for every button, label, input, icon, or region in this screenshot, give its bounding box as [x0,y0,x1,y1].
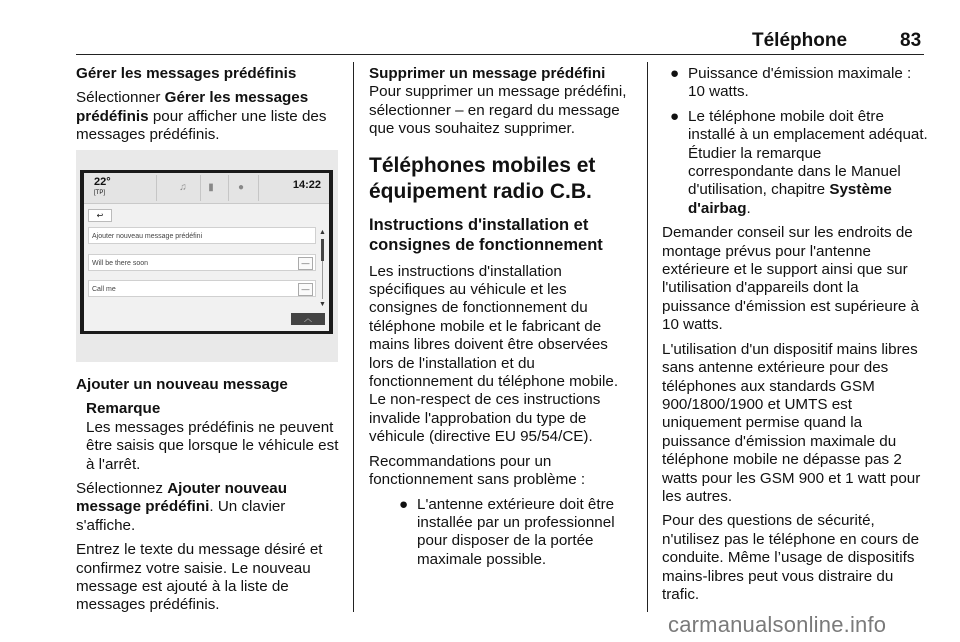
bullet-icon: ● [670,107,680,125]
page-section-title: Téléphone [752,30,848,51]
paragraph-enter-text: Entrez le texte du message désiré et confirmez votre saisie. Le nouveau message est ajouté à la liste de messages prédéfinis. [76,541,323,614]
note-box [76,400,341,474]
apps-icon[interactable]: ● [237,182,245,193]
column-1-lower [76,376,341,621]
column-2 [369,65,635,575]
music-icon[interactable]: ♫ [179,182,187,193]
list-item [662,108,928,218]
text: Sélectionner [76,89,165,107]
heading-installation: Instructions d'installation et consignes de fonctionnement [369,215,603,254]
bullet-icon: ● [399,495,409,513]
clock: 14:22 [292,179,321,191]
paragraph-advice: Demander conseil sur les endroits de montage prévus pour l'antenne extérieure et le support ainsi que sur l'utilisation d'appareils dont la puissance d'émission est supérieure à 10 watts. [662,224,920,334]
note-title: Remarque [86,400,161,418]
list-item [662,65,928,102]
paragraph-recommendations: Recommandations pour un fonctionnement sans problème : [369,452,586,489]
menu-term: Gérer les messages prédéfinis [76,89,309,125]
paragraph-safety: Pour des questions de sécurité, n'utilisez pas le téléphone en cours de conduite. Même l’usage de dispositifs mains-libres peut vous distraire du trafic. [662,512,920,603]
list-item-label: Ajouter nouveau message prédéfini [92,233,203,240]
paragraph-handsfree: L'utilisation d'un dispositif mains libres sans antenne extérieure pour des téléphones aux standards GSM 900/1800/1900 et UMTS est uniquement permise quand la puissance d'émission maximale du téléphone mobile ne dépasse pas 2 watts pour les GSM 900 et 1 watt pour les autres. [662,340,921,505]
display-bezel [80,170,333,334]
chevron-up-icon[interactable]: ▲ [319,229,326,236]
divider [228,175,229,201]
paragraph-delete: Pour supprimer un message prédéfini, sélectionner – en regard du message que vous souhaitez supprimer. [369,83,627,138]
phone-icon[interactable]: ▮ [208,182,214,193]
heading-manage-messages: Gérer les messages prédéfinis [76,65,297,82]
list-item-text: L'antenne extérieure doit être installée par un professionnel pour disposer de la portée maximale possible. [417,495,615,568]
screen-illustration [76,150,338,362]
divider [200,175,201,201]
minus-icon[interactable]: — [298,257,313,270]
heading-mobile-phones: Téléphones mobiles et équipement radio C.B. [369,153,596,203]
text: Sélectionnez [76,480,168,498]
menu-term: Ajouter nouveau message prédéfini [76,480,288,516]
column-3 [662,65,928,610]
paragraph-select-manage [76,89,341,144]
minus-icon[interactable]: — [298,283,313,296]
paragraph-select-add [76,480,341,535]
status-bar [84,173,329,204]
paragraph-installation: Les instructions d'installation spécifiques au véhicule et les consignes de fonctionnement du téléphone mobile et le fabricant de mains libres doivent être observées lors de l'installation et du fonctionnement du téléphone mobile. Le non-respect de ces instructions invalide l'approbation du type de véhicule (directive EU 95/54/CE). [369,262,619,446]
column-divider-2 [647,62,648,612]
column-divider-1 [353,62,354,612]
list-item [369,496,635,570]
text: . Un clavier s'affiche. [76,498,286,534]
list-item-text: Le téléphone mobile doit être installé à un emplacement adéquat. Étudier la remarque correspondante dans le Manuel d'utilisation, chapitre [688,107,928,199]
header-rule [76,54,924,55]
list-item[interactable] [88,254,316,271]
heading-add-message: Ajouter un nouveau message [76,376,288,393]
divider [258,175,259,201]
list-item-text: Puissance d'émission maximale : 10 watts. [688,65,912,101]
text: . [746,199,751,217]
chevron-down-icon[interactable]: ▼ [319,301,326,308]
tp-indicator: [TP] [94,190,106,196]
bullet-icon: ● [670,65,680,82]
list-item-label: Will be there soon [92,260,149,267]
note-text: Les messages prédéfinis ne peuvent être saisis que lorsque le véhicule est à l'arrêt. [86,418,339,473]
divider [156,175,157,201]
scrollbar[interactable] [319,229,326,311]
list-item[interactable] [88,227,316,244]
expand-tab-icon[interactable]: ︿ [291,313,325,325]
temperature: 22° [94,176,111,188]
page-number: 83 [900,30,922,51]
column-1 [76,65,341,151]
display-screen [84,173,329,331]
back-arrow-icon[interactable]: ↩ [88,209,112,222]
list-item-label: Call me [92,286,116,293]
text: pour afficher une liste des messages prédéfinis. [76,107,327,144]
chapter-reference: Système d'airbag [688,181,892,217]
watermark: carmanualsonline.info [668,612,887,637]
scroll-thumb[interactable] [321,239,324,261]
heading-delete-message: Supprimer un message prédéfini [369,65,606,82]
list-item[interactable] [88,280,316,297]
